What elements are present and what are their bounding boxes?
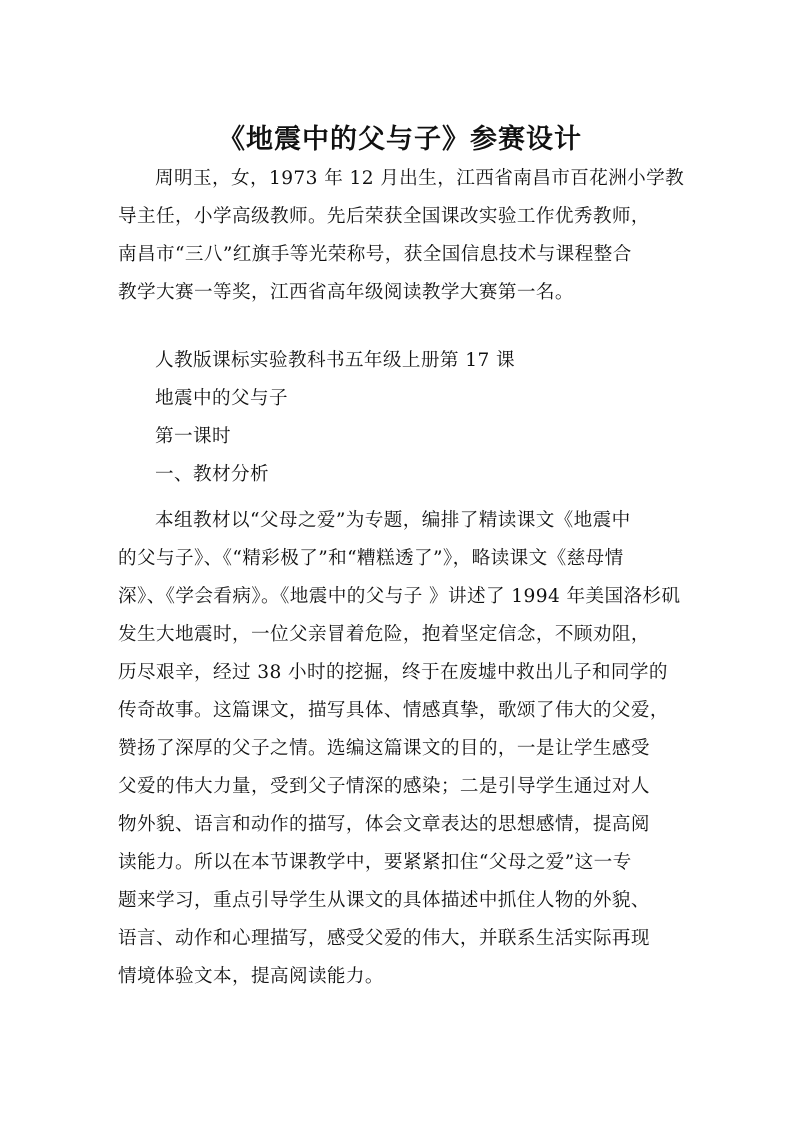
analysis-line: 赞扬了深厚的父子之情。选编这篇课文的目的，一是让学生感受 <box>118 738 650 759</box>
analysis-line: 的父与子》、《“精彩极了”和“糟糕透了”》，略读课文《慈母情 <box>118 548 624 569</box>
analysis-line: 传奇故事。这篇课文，描写具体、情感真挚，歌颂了伟大的父爱， <box>118 700 669 721</box>
analysis-line: 本组教材以“父母之爱”为专题，编排了精读课文《地震中 <box>155 510 631 531</box>
analysis-line: 情境体验文本，提高阅读能力。 <box>118 966 384 987</box>
bio-line: 教学大赛一等奖，江西省高年级阅读教学大赛第一名。 <box>118 282 574 303</box>
analysis-line: 父爱的伟大力量，受到父子情深的感染；二是引导学生通过对人 <box>118 776 650 797</box>
textbook-analysis-paragraph <box>118 502 686 996</box>
lesson-title: 地震中的父与子 <box>155 388 288 409</box>
analysis-line: 历尽艰辛，经过 38 小时的挖掘，终于在废墟中救出儿子和同学的 <box>118 662 668 683</box>
bio-line: 导主任，小学高级教师。先后荣获全国课改实验工作优秀教师， <box>118 206 650 227</box>
analysis-line: 物外貌、语言和动作的描写，体会文章表达的思想感情，提高阅 <box>118 814 650 835</box>
lesson-period: 第一课时 <box>155 426 231 447</box>
analysis-line: 题来学习，重点引导学生从课文的具体描述中抓住人物的外貌、 <box>118 890 650 911</box>
analysis-line: 读能力。所以在本节课教学中，要紧紧扣住“父母之爱”这一专 <box>118 852 632 873</box>
textbook-line: 人教版课标实验教科书五年级上册第 17 课 <box>155 350 515 371</box>
analysis-line: 发生大地震时，一位父亲冒着危险，抱着坚定信念，不顾劝阻， <box>118 624 650 645</box>
section-heading: 一、教材分析 <box>155 464 269 485</box>
bio-line: 南昌市“三八”红旗手等光荣称号，获全国信息技术与课程整合 <box>118 244 632 265</box>
analysis-line: 语言、动作和心理描写，感受父爱的伟大，并联系生活实际再现 <box>118 928 650 949</box>
lesson-meta <box>118 342 686 494</box>
analysis-line: 深》、《学会看病》。《地震中的父与子 》讲述了 1994 年美国洛杉矶 <box>118 586 681 607</box>
bio-line: 周明玉，女，1973 年 12 月出生，江西省南昌市百花洲小学教 <box>155 168 685 189</box>
author-bio-paragraph <box>118 160 686 312</box>
document-title: 《地震中的父与子》参赛设计 <box>218 124 582 155</box>
